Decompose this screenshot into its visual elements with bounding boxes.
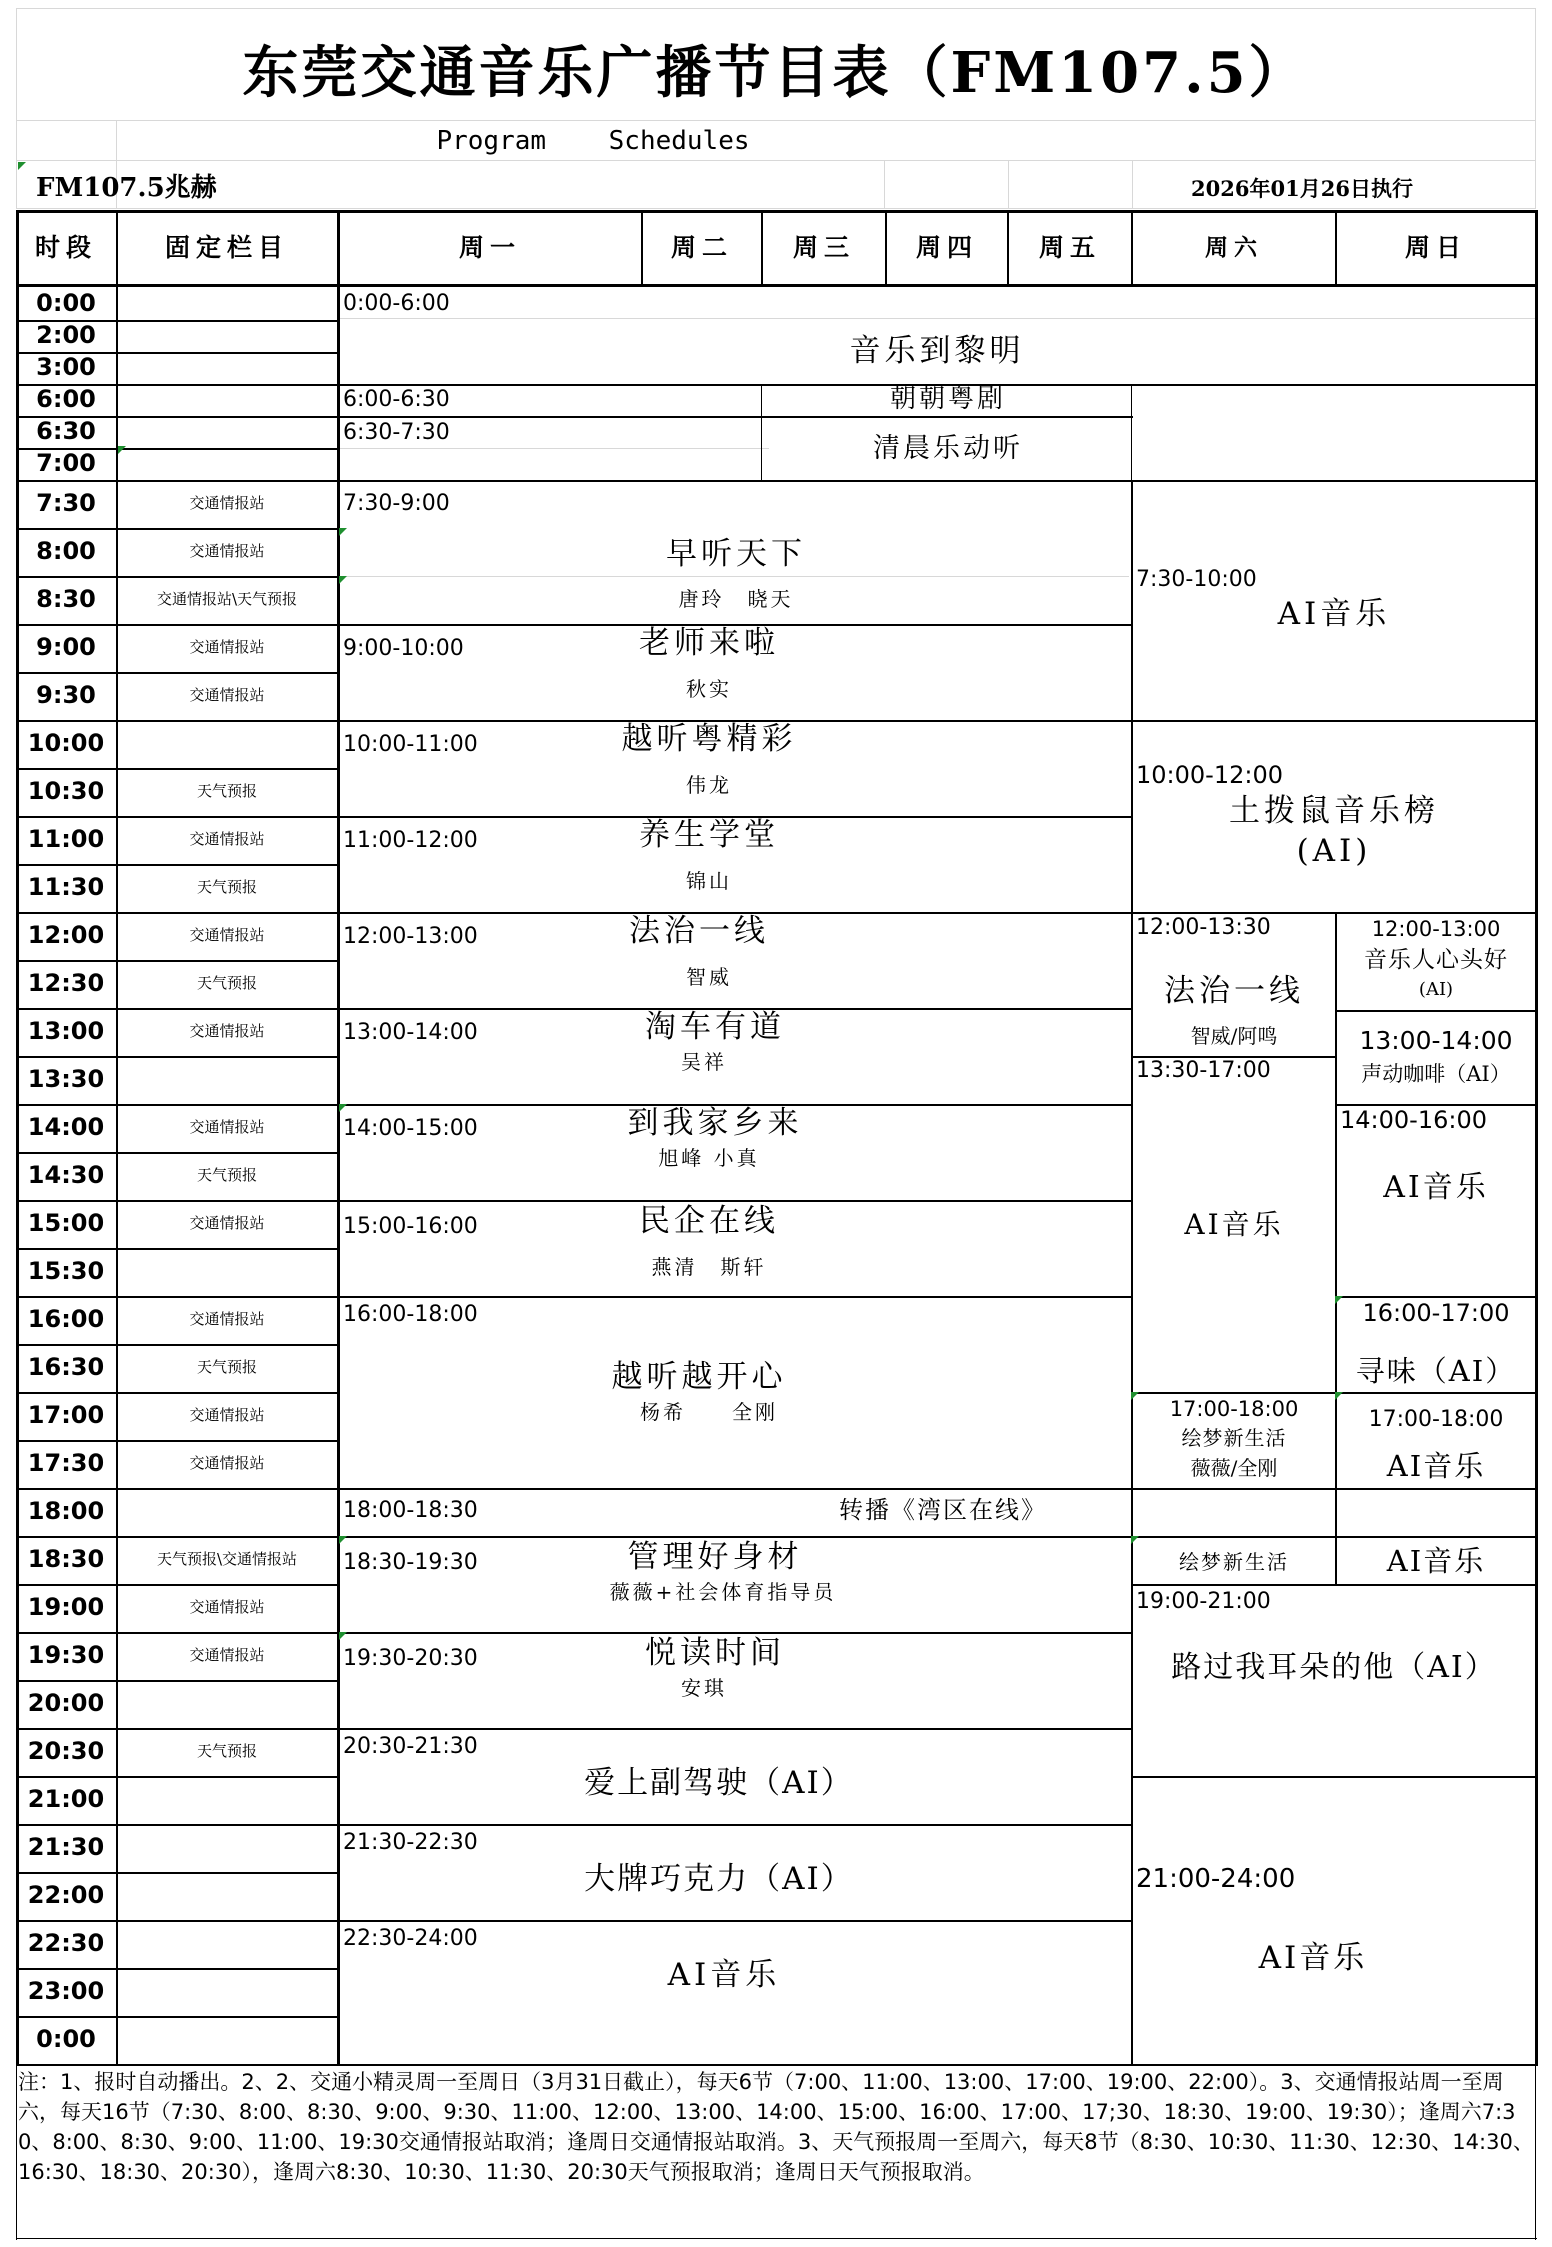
program-time: 15:00-16:00: [343, 1214, 478, 1240]
fixed-segment-cell: 交通情报站: [189, 926, 265, 945]
program-host: 秋实: [686, 676, 732, 701]
program-time: 13:30-17:00: [1136, 1058, 1271, 1084]
time-slot-label: 10:30: [27, 777, 105, 806]
column-header-mon: 周一: [458, 232, 521, 262]
program-title: 管理好身材: [627, 1539, 803, 1576]
program-time: 0:00-6:00: [343, 291, 450, 317]
program-time: 14:00-15:00: [343, 1116, 478, 1142]
time-slot-label: 12:30: [27, 969, 105, 998]
fixed-segment-cell: [117, 1920, 337, 1968]
program-title: 法治一线: [1164, 973, 1304, 1010]
grid-line: [16, 8, 1536, 9]
program-host: 锦山: [686, 868, 732, 893]
program-time: 17:00-18:00: [1169, 1396, 1299, 1421]
time-slot-label: 17:00: [27, 1401, 105, 1430]
border-line: [1131, 1488, 1537, 1490]
time-slot-label: 20:00: [27, 1689, 105, 1718]
program-title: 绘梦新生活: [1181, 1425, 1287, 1450]
time-slot-label: 16:00: [27, 1305, 105, 1334]
grid-line: [339, 318, 1535, 319]
time-slot-label: 8:30: [36, 585, 96, 614]
time-slot-label: 13:30: [27, 1065, 105, 1094]
time-slot-label: 19:00: [27, 1593, 105, 1622]
fixed-segment-cell: 天气预报: [196, 1166, 257, 1185]
program-time: 21:00-24:00: [1136, 1864, 1296, 1895]
program-time: 13:00-14:00: [343, 1020, 478, 1046]
grid-line: [1008, 160, 1009, 208]
program-title-suffix: (AI): [1418, 978, 1454, 1000]
column-header-fri: 周五: [1038, 232, 1101, 262]
border-line: [1131, 1776, 1537, 1778]
fixed-segment-cell: 交通情报站: [189, 1454, 265, 1473]
time-slot-label: 7:00: [36, 449, 96, 478]
fixed-segment-cell: [117, 384, 337, 416]
border-line: [1131, 1536, 1537, 1538]
program-title: 绘梦新生活: [1179, 1549, 1289, 1574]
program-time: 9:00-10:00: [343, 636, 464, 662]
column-header-thu: 周四: [915, 232, 978, 262]
border-line: [337, 480, 1133, 482]
fixed-segment-cell: [117, 1968, 337, 2016]
time-slot-label: 11:00: [27, 825, 105, 854]
time-slot-label: 22:30: [27, 1929, 105, 1958]
program-title: AI音乐: [1258, 1940, 1368, 1977]
fixed-segment-cell: 天气预报: [196, 1358, 257, 1377]
program-time: 12:00-13:00: [1371, 916, 1501, 941]
column-header-fixed: 固定栏目: [164, 232, 289, 262]
station-frequency: FM107.5兆赫: [36, 173, 217, 204]
fixed-segment-cell: [117, 1776, 337, 1824]
fixed-segment-cell: 交通情报站: [189, 1598, 265, 1617]
fixed-segment-cell: 天气预报: [196, 782, 257, 801]
program-title: 土拨鼠音乐榜: [1229, 793, 1439, 830]
time-slot-label: 6:30: [36, 417, 96, 446]
program-time: 13:00-14:00: [1359, 1025, 1513, 1055]
program-time: 6:00-6:30: [343, 387, 450, 413]
program-time: 10:00-11:00: [343, 732, 478, 758]
page-title: 东莞交通音乐广播节目表（FM107.5）: [242, 39, 1308, 106]
fixed-segment-cell: [117, 320, 337, 352]
fixed-segment-cell: [117, 1872, 337, 1920]
fixed-segment-cell: 交通情报站: [189, 830, 265, 849]
fixed-segment-cell: [117, 1248, 337, 1296]
time-slot-label: 6:00: [36, 385, 96, 414]
program-time: 16:00-18:00: [343, 1302, 478, 1328]
program-title: AI音乐: [1386, 1449, 1486, 1484]
border-line: [16, 2238, 1537, 2239]
time-slot-label: 15:00: [27, 1209, 105, 1238]
fixed-segment-cell: 交通情报站\天气预报: [156, 590, 298, 609]
program-title: 越听粤精彩: [621, 721, 797, 758]
fixed-segment-cell: 交通情报站: [189, 686, 265, 705]
column-header-tue: 周二: [670, 232, 733, 262]
fixed-segment-cell: [117, 1824, 337, 1872]
border-line: [16, 2064, 17, 2240]
grid-line: [16, 208, 1536, 209]
grid-line: [339, 448, 769, 449]
fixed-segment-cell: 交通情报站: [189, 1310, 265, 1329]
program-title: 到我家乡来: [627, 1105, 803, 1142]
program-title: 淘车有道: [645, 1009, 785, 1046]
grid-line: [1535, 8, 1536, 208]
program-time: 17:00-18:00: [1368, 1407, 1504, 1433]
program-title: 转播《湾区在线》: [839, 1496, 1047, 1525]
grid-line: [884, 160, 885, 208]
effective-date: 2026年01月26日执行: [1191, 175, 1413, 201]
border-line: [1535, 210, 1538, 2066]
program-title: 清晨乐动听: [873, 433, 1023, 465]
time-slot-label: 21:30: [27, 1833, 105, 1862]
program-host: 薇薇+社会体育指导员: [609, 1579, 837, 1604]
program-title: 大牌巧克力（AI）: [584, 1861, 854, 1898]
border-line: [1335, 912, 1337, 1536]
column-header-sat: 周六: [1205, 233, 1263, 261]
fixed-segment-cell: 天气预报: [196, 878, 257, 897]
program-time: 12:00-13:30: [1136, 915, 1271, 941]
border-line: [761, 384, 762, 480]
fixed-segment-cell: 天气预报: [196, 1742, 257, 1761]
border-line: [337, 1488, 1133, 1490]
program-title: 路过我耳朵的他（AI）: [1171, 1649, 1497, 1685]
time-slot-label: 9:30: [36, 681, 96, 710]
time-slot-label: 14:30: [27, 1161, 105, 1190]
program-title: 声动咖啡（AI）: [1361, 1061, 1511, 1086]
page-subtitle: Program Schedules: [436, 126, 750, 157]
program-time: 20:30-21:30: [343, 1734, 478, 1760]
column-header-sun: 周日: [1404, 232, 1467, 262]
time-slot-label: 10:00: [27, 729, 105, 758]
time-slot-label: 16:30: [27, 1353, 105, 1382]
program-host: 吴祥: [681, 1049, 727, 1074]
program-time: 19:00-21:00: [1136, 1589, 1271, 1615]
program-time: 10:00-12:00: [1136, 761, 1283, 790]
time-slot-label: 19:30: [27, 1641, 105, 1670]
time-slot-label: 12:00: [27, 921, 105, 950]
program-title: 法治一线: [629, 913, 769, 950]
program-host: 燕清 斯轩: [651, 1254, 767, 1279]
time-slot-label: 0:00: [36, 2025, 96, 2054]
program-title: AI音乐: [1383, 1169, 1489, 1205]
time-slot-label: 20:30: [27, 1737, 105, 1766]
fixed-segment-cell: [117, 1056, 337, 1104]
program-title: AI音乐: [1386, 1544, 1486, 1579]
program-time: 16:00-17:00: [1362, 1299, 1510, 1328]
program-title: 寻味（AI）: [1355, 1354, 1517, 1389]
fixed-segment-cell: 交通情报站: [189, 1646, 265, 1665]
border-line: [1335, 1010, 1537, 1012]
program-title: AI音乐: [667, 1957, 781, 1994]
program-host: 智威/阿鸣: [1190, 1023, 1278, 1048]
program-host: 唐玲 晓天: [678, 586, 794, 611]
program-host: 安琪: [681, 1675, 727, 1700]
time-slot-label: 8:00: [36, 537, 96, 566]
grid-line: [16, 160, 1536, 161]
border-line: [16, 2064, 1537, 2066]
fixed-segment-cell: [117, 1488, 337, 1536]
time-slot-label: 9:00: [36, 633, 96, 662]
time-slot-label: 3:00: [36, 353, 96, 382]
program-title: AI音乐: [1184, 1207, 1284, 1241]
program-title: 朝朝粤剧: [889, 384, 1006, 415]
program-title: 悦读时间: [645, 1635, 785, 1672]
program-host: 薇薇/全刚: [1190, 1455, 1278, 1480]
fixed-segment-cell: 交通情报站: [189, 494, 265, 513]
footnotes: 注：1、报时自动播出。2、2、交通小精灵周一至周日（3月31日截止），每天6节（7:00、11:00、13:00、17:00、19:00、22:00）。3、交通情报站周一至周六，每天16节（7:30、8:00、8:30、9:00、9:30、11:00、12:00、13:00、14:00、15:00、16:00、17:00、17;30、18:30、19:00、19:30）；逢周六7:30、8:00、8:30、9:00、11:00、19:30交通情报站取消；逢周日交通情报站取消。3、天气预报周一至周六，每天8节（8:30、10:30、11:30、12:30、14:30、16:30、18:30、20:30），逢周六8:30、10:30、11:30、20:30天气预报取消；逢周日天气预报取消。: [18, 2070, 1534, 2184]
program-title: 养生学堂: [639, 817, 779, 854]
border-line: [1131, 384, 1537, 386]
border-line: [1131, 480, 1133, 2064]
time-slot-label: 18:30: [27, 1545, 105, 1574]
fixed-segment-cell: 交通情报站: [189, 542, 265, 561]
program-host: 智威: [686, 964, 732, 989]
program-host: 伟龙: [686, 772, 732, 797]
fixed-segment-cell: 交通情报站: [189, 1406, 265, 1425]
program-title: 早听天下: [666, 536, 806, 573]
program-time: 22:30-24:00: [343, 1926, 478, 1952]
program-title-suffix: (AI): [1296, 833, 1372, 870]
fixed-segment-cell: [117, 416, 337, 448]
fixed-segment-cell: 交通情报站: [189, 1022, 265, 1041]
fixed-segment-cell: [117, 2016, 337, 2064]
fixed-segment-cell: [117, 720, 337, 768]
fixed-segment-cell: 交通情报站: [189, 1214, 265, 1233]
program-time: 11:00-12:00: [343, 828, 478, 854]
fixed-segment-cell: [117, 1680, 337, 1728]
fixed-segment-cell: 交通情报站: [189, 1118, 265, 1137]
time-slot-label: 17:30: [27, 1449, 105, 1478]
time-slot-label: 2:00: [36, 321, 96, 350]
program-time: 14:00-16:00: [1340, 1106, 1487, 1135]
fixed-segment-cell: 天气预报: [196, 974, 257, 993]
program-title: 音乐人心头好: [1364, 946, 1508, 973]
time-slot-label: 18:00: [27, 1497, 105, 1526]
time-slot-label: 15:30: [27, 1257, 105, 1286]
program-time: 12:00-13:00: [343, 924, 478, 950]
column-header-wed: 周三: [792, 232, 855, 262]
border-line: [16, 284, 1537, 287]
program-time: 19:30-20:30: [343, 1646, 478, 1672]
grid-line: [16, 8, 17, 208]
program-title: 民企在线: [639, 1203, 779, 1240]
program-host: 杨希 全刚: [640, 1399, 778, 1424]
program-title: 越听越开心: [611, 1359, 787, 1396]
program-time: 7:30-10:00: [1136, 567, 1257, 593]
grid-line: [16, 120, 1536, 121]
time-slot-label: 13:00: [27, 1017, 105, 1046]
border-line: [1131, 720, 1537, 722]
program-title: 爱上副驾驶（AI）: [584, 1765, 854, 1802]
program-time: 7:30-9:00: [343, 491, 450, 517]
program-title: AI音乐: [1277, 596, 1391, 633]
time-slot-label: 0:00: [36, 289, 96, 318]
time-slot-label: 22:00: [27, 1881, 105, 1910]
fixed-segment-cell: 交通情报站: [189, 638, 265, 657]
time-slot-label: 21:00: [27, 1785, 105, 1814]
program-title: 音乐到黎明: [849, 333, 1025, 370]
comment-marker: [18, 162, 26, 170]
program-time: 6:30-7:30: [343, 420, 450, 446]
program-host: 旭峰 小真: [658, 1145, 760, 1170]
fixed-segment-cell: [117, 352, 337, 384]
time-slot-label: 23:00: [27, 1977, 105, 2006]
fixed-segment-cell: [117, 288, 337, 320]
program-time: 18:30-19:30: [343, 1550, 478, 1576]
border-line: [1131, 480, 1537, 482]
fixed-segment-cell: [117, 448, 337, 480]
program-title: 老师来啦: [639, 625, 779, 662]
time-slot-label: 14:00: [27, 1113, 105, 1142]
program-time: 18:00-18:30: [343, 1498, 478, 1524]
program-time: 21:30-22:30: [343, 1830, 478, 1856]
fixed-segment-cell: 天气预报\交通情报站: [156, 1550, 298, 1569]
column-header-time: 时段: [34, 232, 97, 262]
time-slot-label: 7:30: [36, 489, 96, 518]
time-slot-label: 11:30: [27, 873, 105, 902]
